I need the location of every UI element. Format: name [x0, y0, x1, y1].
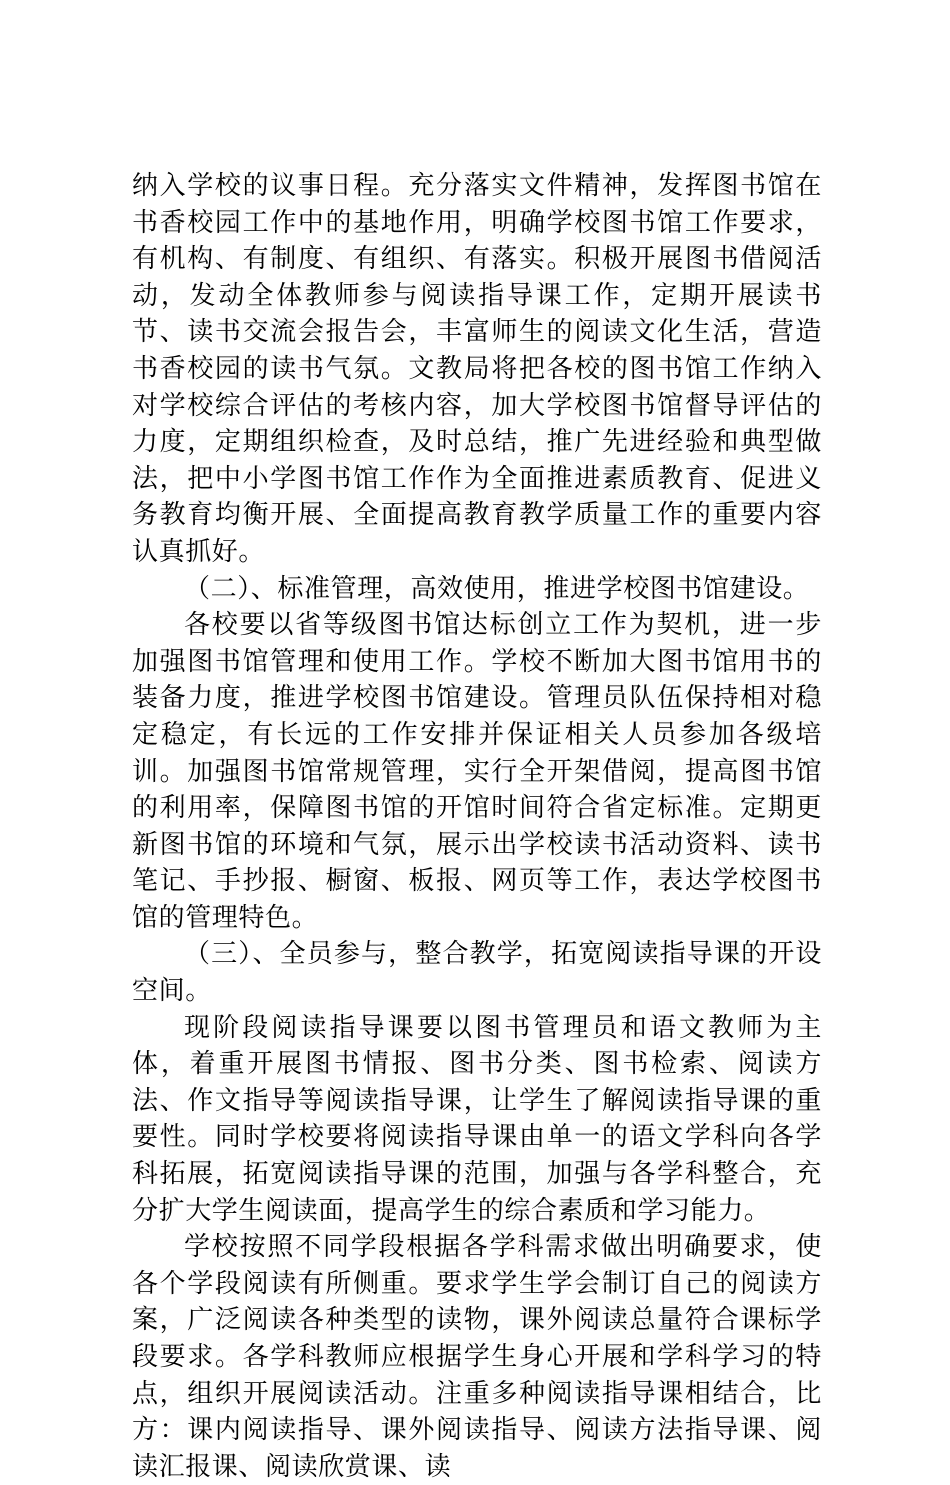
document-body	[132, 168, 822, 1485]
section-heading-two: （二）、标准管理，高效使用，推进学校图书馆建设。	[184, 573, 810, 604]
paragraph-library-management: 各校要以省等级图书馆达标创立工作为契机，进一步加强图书馆管理和使用工作。学校不断加大图书馆用书的装备力度，推进学校图书馆建设。管理员队伍保持相对稳定稳定，有长远的工作安排并保证相关人员参加各级培训。加强图书馆常规管理，实行全开架借阅，提高图书馆的利用率，保障图书馆的开馆时间符合省定标准。定期更新图书馆的环境和气氛，展示出学校读书活动资料、读书笔记、手抄报、橱窗、板报、网页等工作，表达学校图书馆的管理特色。	[132, 610, 822, 933]
paragraph-reading-guidance: 现阶段阅读指导课要以图书管理员和语文教师为主体，着重开展图书情报、图书分类、图书检索、阅读方法、作文指导等阅读指导课，让学生了解阅读指导课的重要性。同时学校要将阅读指导课由单一的语文学科向各学科拓展，拓宽阅读指导课的范围，加强与各学科整合，充分扩大学生阅读面，提高学生的综合素质和学习能力。	[132, 1012, 822, 1226]
section-heading-three: （三）、全员参与，整合教学，拓宽阅读指导课的开设空间。	[132, 939, 822, 1007]
paragraph-grade-requirements: 学校按照不同学段根据各学科需求做出明确要求，使各个学段阅读有所侧重。要求学生学会制订自己的阅读方案，广泛阅读各种类型的读物，课外阅读总量符合课标学段要求。各学科教师应根据学生身心开展和学科学习的特点，组织开展阅读活动。注重多种阅读指导课相结合，比方：课内阅读指导、课外阅读指导、阅读方法指导课、阅读汇报课、阅读欣赏课、读	[132, 1232, 822, 1482]
paragraph-continuation: 纳入学校的议事日程。充分落实文件精神，发挥图书馆在书香校园工作中的基地作用，明确学校图书馆工作要求，有机构、有制度、有组织、有落实。积极开展图书借阅活动，发动全体教师参与阅读指导课工作，定期开展读书节、读书交流会报告会，丰富师生的阅读文化生活，营造书香校园的读书气氛。文教局将把各校的图书馆工作纳入对学校综合评估的考核内容，加大学校图书馆督导评估的力度，定期组织检查，及时总结，推广先进经验和典型做法，把中小学图书馆工作作为全面推进素质教育、促进义务教育均衡开展、全面提高教育教学质量工作的重要内容认真抓好。	[132, 171, 822, 567]
